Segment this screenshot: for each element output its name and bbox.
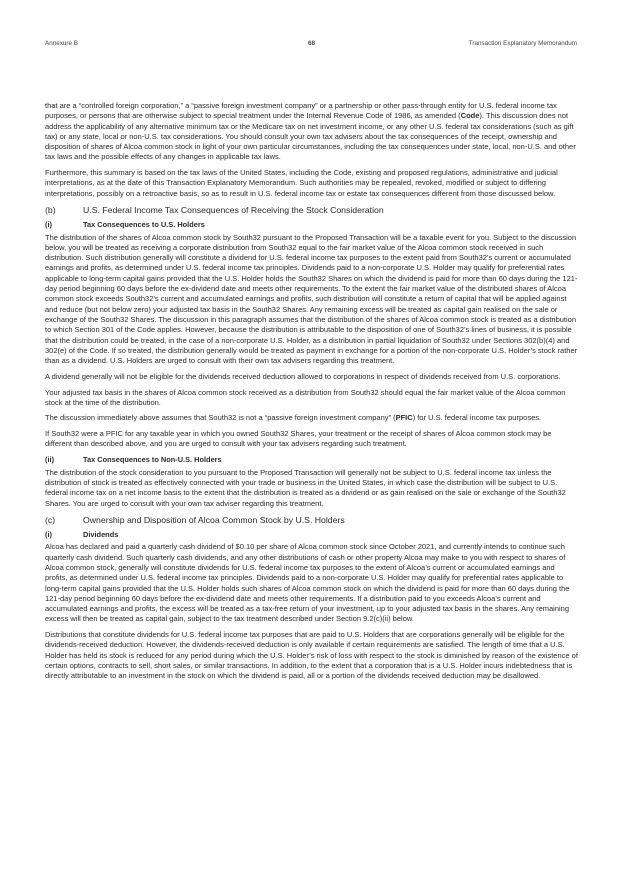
page-number: 68 (307, 40, 315, 47)
defined-term: PFIC (395, 413, 413, 423)
section-heading: (c) Ownership and Disposition of Alcoa Common Stock by U.S. Holders (45, 514, 345, 525)
paragraph: A dividend generally will not be eligible for the dividends received deduction allowed to corporations in respect of dividends received from U.S. corporations. (45, 371, 561, 381)
paragraph: If South32 were a PFIC for any taxable year in which you owned South32 Shares, your treatment or the receipt of shares of Alcoa common stock may be different than described above, and you are urged to consult with your tax advisers regarding such treatment. (45, 429, 552, 449)
paragraph: Furthermore, this summary is based on the tax laws of the United States, including the Code, existing and proposed regulations, administrative and judicial interpretations, as at the date of this Transaction Explanatory Memorandum. Such authorities may be repealed, revoked, modified or subject to differing interpretations, possibly on a retroactive basis, so as to result in U.S. federal income tax or estate tax consequences different from those discussed below. (45, 168, 558, 198)
paragraph: The distribution of the shares of Alcoa common stock by South32 pursuant to the Proposed Transaction will be a taxable event for you. Subject to the discussion below, you will be treated as receiving a corporate distribution from South32 equal to the fair market value of the Alcoa common stock received in such distribution. Such distribution generally will constitute a dividend for U.S. federal income tax purposes to the extent paid from South32’s current or accumulated earnings and profits, as determined under U.S. federal income tax principles. Dividends paid to a non-corporate U.S. Holder may qualify for preferential rates applicable to long-term capital gains provided that the U.S. Holder holds the South32 Shares on which the dividend is paid for more than 60 days during the 121-day period beginning 60 days before the ex-dividend date and meets other requirements. To the extent the fair market value of the distributed shares of Alcoa common stock exceeds South32’s current and accumulated earnings and profits, such distribution will constitute a return of capital that will be applied against and reduce (but not below zero) your adjusted tax basis in the South32 Shares. Any remaining excess will be treated as capital gain realised on the sale or exchange of the South32 Shares. The discussion in this paragraph assumes that the distribution of the shares of Alcoa common stock is treated as a distribution to which Section 301 of the Code applies. However, because the distribution is attributable to the disposition of one of South32’s lines of business, it is possible that the distribution could be treated, in the case of a non-corporate U.S. Holder, as a distribution in partial liquidation of South32 under Sections 302(b)(4) and 302(e) of the Code. If so treated, the distribution generally would be treated as payment in exchange for a portion of the non-corporate U.S. Holder’s stock rather than as a dividend. U.S. Holders are urged to consult with their own tax advisers regarding this treatment. (45, 232, 578, 366)
paragraph: The discussion immediately above assumes that South32 is not a “passive foreign investment company” (PFIC) for U.S. federal income tax purposes. (45, 413, 542, 423)
paragraph: Distributions that constitute dividends for U.S. federal income tax purposes that are paid to U.S. Holders that are corporations generally will be eligible for the dividends-received deduction. However, the dividends-received deduction is only available if certain requirements are satisfied. The length of time that a U.S. Holder has held its stock is reduced for any period during which the U.S. Holder’s risk of loss with respect to the stock is diminished by reason of the existence of certain options, contracts to sell, short sales, or similar transactions. In addition, to the extent that a corporation that is a U.S. Holder incurs indebtedness that is directly attributable to an investment in the stock on which the dividend is paid, all or a portion of the dividends received deduction may be disallowed. (45, 630, 578, 681)
defined-term: Code (460, 111, 480, 121)
paragraph: Your adjusted tax basis in the shares of Alcoa common stock received as a distribution from South32 should equal the fair market value of the Alcoa common stock at the time of the distribution. (45, 387, 566, 407)
subsection-heading: (i) Dividends (45, 529, 119, 539)
section-heading: (b) U.S. Federal Income Tax Consequences of Receiving the Stock Consideration (45, 205, 384, 216)
body-text (45, 101, 578, 687)
subsection-heading: (ii) Tax Consequences to Non-U.S. Holders (45, 455, 222, 465)
paragraph: that are a “controlled foreign corporation,” a “passive foreign investment company” or a partnership or other pass-through entity for U.S. federal income tax purposes, or persons that are otherwise subject to special treatment under the Internal Revenue Code of 1986, as amended (Code). This discussion does not address the applicability of any alternative minimum tax or the Medicare tax on net investment income, or any other U.S. federal tax considerations (such as gift tax) or any state, local or non-U.S. tax considerations. You should consult your own tax advisers about the tax consequences of the receipt, ownership and disposition of shares of Alcoa common stock in light of your own particular circumstances, including the tax consequences under state, local, non-U.S. and other tax laws and the possible effects of any changes in applicable tax laws. (45, 101, 576, 162)
header-left: Annexure B (45, 40, 78, 47)
header-right: Transaction Explanatory Memorandum (468, 40, 577, 47)
paragraph: Alcoa has declared and paid a quarterly cash dividend of $0.10 per share of Alcoa common stock since October 2021, and currently intends to continue such quarterly cash dividend. Such quarterly cash dividends, and any other distributions of cash or other property Alcoa may make to you with respect to shares of Alcoa common stock, generally will constitute dividends for U.S. federal income tax purposes to the extent of Alcoa’s current or accumulated earnings and profits, as determined under U.S. federal income tax principles. Dividends paid to a non-corporate U.S. Holder may qualify for preferential rates applicable to long-term capital gains provided that the U.S. Holder holds such shares of Alcoa common stock on which the dividend is paid for more than 60 days during the 121-day period beginning 60 days before the ex-dividend date and meets other requirements. If a distribution paid to you exceeds Alcoa’s current and accumulated earnings and profits, the excess will be treated as a tax-free return of your investment, up to your adjusted tax basis in the shares. Any remaining excess will then be treated as capital gain, subject to the tax treatment described under Section 9.2(c)(ii) below. (45, 542, 570, 624)
paragraph: The distribution of the stock consideration to you pursuant to the Proposed Transaction will generally not be subject to U.S. federal income tax unless the distribution of stock is treated as effectively connected with your trade or business in the United States, in which case the distribution will be subject to U.S. federal income tax on a net income basis to the extent that the distribution is treated as a dividend or as gain realised on the sale or exchange of the South32 Shares. You are urged to consult with your own tax adviser regarding this treatment. (45, 467, 566, 508)
subsection-heading: (i) Tax Consequences to U.S. Holders (45, 220, 205, 230)
